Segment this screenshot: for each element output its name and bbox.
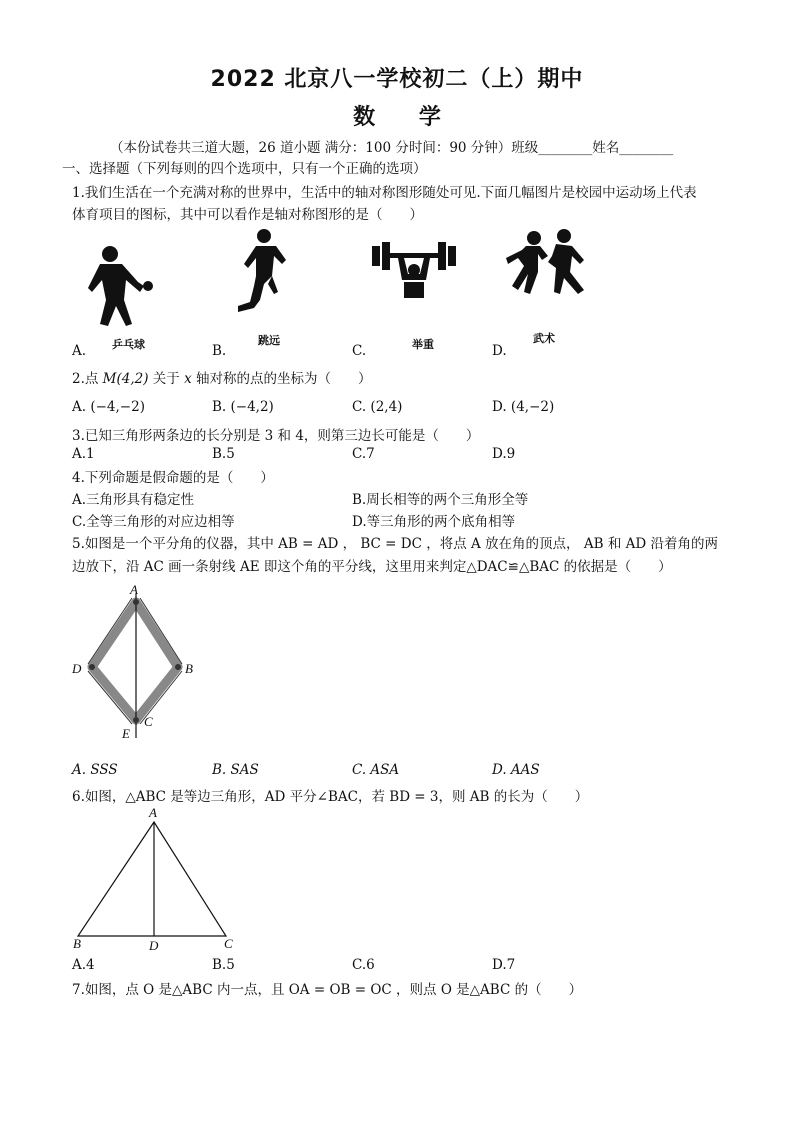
q6-label-a: A: [149, 805, 157, 820]
q4-option-d[interactable]: D.等三角形的两个底角相等: [352, 514, 516, 530]
q1-option-c[interactable]: C.: [352, 343, 367, 359]
q2-option-c[interactable]: C. (2,4): [352, 399, 403, 415]
q4-stem: 4.下列命题是假命题的是（ ）: [72, 470, 274, 486]
q3-stem: 3.已知三角形两条边的长分别是 3 和 4，则第三边长可能是（ ）: [72, 428, 480, 444]
q5-label-b: B: [185, 661, 193, 676]
q5-option-a[interactable]: A. SSS: [72, 762, 118, 778]
q1-caption-b: 跳远: [258, 334, 280, 347]
q5-label-e: E: [122, 726, 130, 741]
q1-stem-line2: 体育项目的图标，其中可以看作是轴对称图形的是（ ）: [72, 207, 423, 223]
q2-option-d[interactable]: D. (4,−2): [492, 399, 555, 415]
q2-option-a[interactable]: A. (−4,−2): [72, 399, 145, 415]
q5-option-c[interactable]: C. ASA: [352, 762, 400, 778]
q3-option-d[interactable]: D.9: [492, 446, 516, 462]
angle-bisector-instrument-figure: [70, 580, 200, 750]
exam-info: （本份试卷共三道大题，26 道小题 满分：100 分时间：90 分钟）班级________姓名________: [110, 140, 674, 156]
q4-option-b[interactable]: B.周长相等的两个三角形全等: [352, 492, 529, 508]
q6-option-b[interactable]: B.5: [212, 957, 235, 973]
q6-option-a[interactable]: A.4: [72, 957, 95, 973]
q4-option-c[interactable]: C.全等三角形的对应边相等: [72, 514, 235, 530]
long-jump-pictogram: [234, 228, 294, 318]
q5-label-c: C: [144, 714, 153, 729]
q5-option-d[interactable]: D. AAS: [492, 762, 540, 778]
subject-char-1: 数: [353, 105, 376, 130]
q6-option-d[interactable]: D.7: [492, 957, 516, 973]
page-title: 2022 北京八一学校初二（上）期中: [210, 67, 584, 92]
q2-point: M(4,2): [102, 371, 149, 387]
q1-option-d[interactable]: D.: [492, 343, 507, 359]
q3-option-a[interactable]: A.1: [72, 446, 95, 462]
table-tennis-pictogram: [82, 240, 162, 340]
section-heading: 一、选择题（下列每则的四个选项中，只有一个正确的选项）: [62, 161, 427, 177]
q1-caption-a: 乒乓球: [112, 338, 145, 351]
q5-label-a: A: [130, 582, 138, 597]
q1-caption-c: 举重: [412, 338, 434, 351]
q5-stem-line1: 5.如图是一个平分角的仪器，其中 AB = AD ， BC = DC ，将点 A 放在角的顶点， AB 和 AD 沿着角的两: [72, 536, 718, 552]
q7-stem: 7.如图，点 O 是△ABC 内一点，且 OA = OB = OC ，则点 O 是△ABC 的（ ）: [72, 982, 583, 998]
q1-caption-d: 武术: [533, 332, 555, 345]
q1-option-b[interactable]: B.: [212, 343, 227, 359]
q1-stem-line1: 1.我们生活在一个充满对称的世界中，生活中的轴对称图形随处可见.下面几幅图片是校园中运动场上代表: [72, 185, 697, 201]
q6-option-c[interactable]: C.6: [352, 957, 375, 973]
q3-option-c[interactable]: C.7: [352, 446, 375, 462]
q6-stem: 6.如图，△ABC 是等边三角形，AD 平分∠BAC，若 BD = 3，则 AB 的长为（ ）: [72, 789, 589, 805]
q5-stem-line2: 边放下，沿 AC 画一条射线 AE 即这个角的平分线，这里用来判定△DAC≌△BAC 的依据是（ ）: [72, 559, 672, 575]
q6-label-b: B: [73, 936, 81, 951]
q5-option-b[interactable]: B. SAS: [212, 762, 259, 778]
weightlifting-pictogram: [368, 240, 460, 304]
subject-title: [0, 100, 794, 131]
q1-option-a[interactable]: A.: [72, 343, 87, 359]
subject-char-2: 学: [418, 105, 441, 130]
q4-option-a[interactable]: A.三角形具有稳定性: [72, 492, 195, 508]
equilateral-triangle-figure: [70, 806, 240, 956]
q2-stem: 2.点 M(4,2) 关于 x 轴对称的点的坐标为（ ）: [72, 371, 372, 387]
q2-option-b[interactable]: B. (−4,2): [212, 399, 274, 415]
martial-arts-pictogram: [504, 228, 590, 298]
q5-label-d: D: [72, 661, 82, 676]
q3-option-b[interactable]: B.5: [212, 446, 235, 462]
q6-label-d: D: [149, 938, 159, 953]
q6-label-c: C: [224, 936, 233, 951]
